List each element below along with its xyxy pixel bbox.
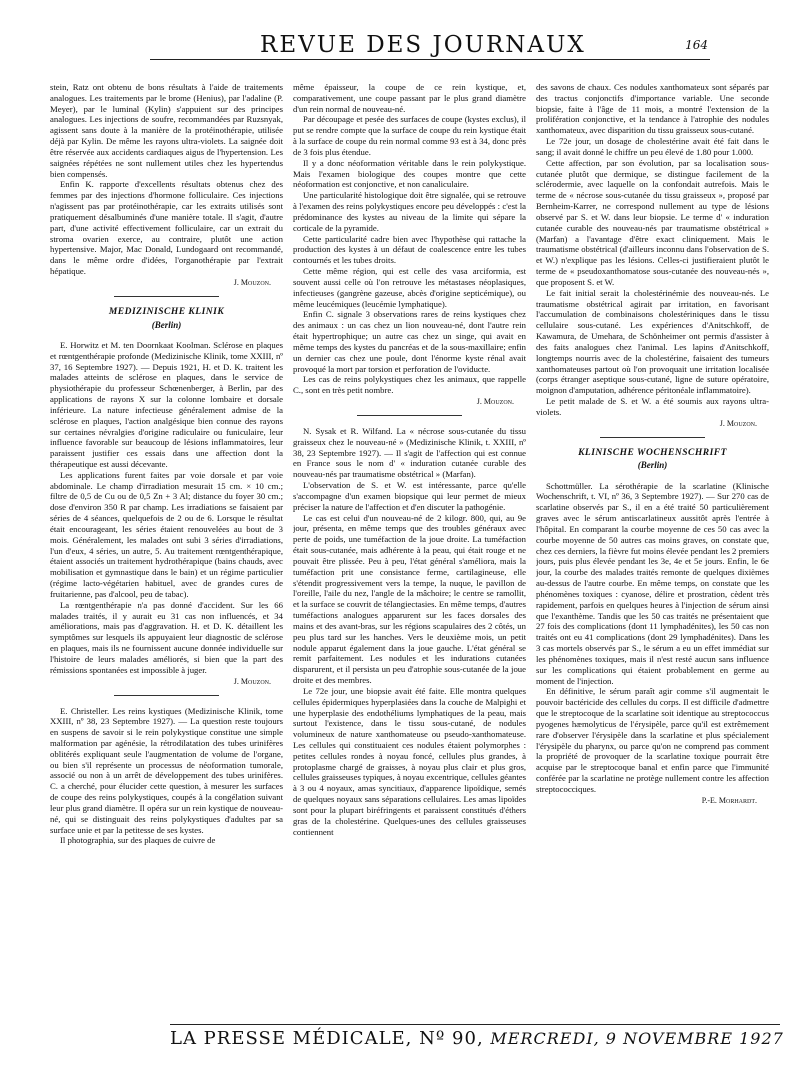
paragraph: stein, Ratz ont obtenu de bons résultats à l'aide de traitements analogues. Les traitements par le brome (Henius), par l'adaline (P. Meyer), par le luminal (Kylin) s'appuient sur des principes analogues. Les injections de soufre, recommandées par Ruzsnyak, agissent sans doute à la manière de la protéinothérapie, utilisée déjà par Kylin. De même les rayons ultra-violets. La saignée doit être réservée aux accidents cardiaques aigus de l'hypertension. Les saignées répétées ne sont nullement utiles chez les hypertendus bien compensés. xyxy=(50,82,283,179)
paragraph: Enfin C. signale 3 observations rares de reins kystiques chez des animaux : un cas chez un lion nouveau-né, dont l'autre rein était hypertrophique; un autre cas chez un singe, qui avait en même temps des kystes du pancréas et de la sous-maxillaire; enfin un dernier cas chez une poule, dont l'énorme kyste rénal avait provoqué la mort par torsion et perforation de l'oviducte. xyxy=(293,309,526,374)
divider xyxy=(114,296,219,297)
page-footer xyxy=(170,1024,784,1049)
paragraph: Par découpage et pesée des surfaces de coupe (kystes exclus), il put se rendre compte que la surface de coupe du rein kystique était à la surface de coupe du rein normal comme 93 est à 34, donc près de 3 fois plus étendue. xyxy=(293,114,526,157)
page-header xyxy=(150,30,710,60)
column-1 xyxy=(50,82,283,1002)
paragraph: Le cas est celui d'un nouveau-né de 2 kilogr. 800, qui, au 9e jour, présenta, en même temps que des troubles généraux avec perte de poids, une tuméfaction de la joue droite. La tuméfaction était sous-cutanée, mais adhérente à la peau, qui était rouge et ne pouvait être plissée. Peu à peu, l'état général s'améliora, mais la tuméfaction prit une consistance ferme, cartilagineuse, elle s'étendit progressivement vers la tempe, la nuque, le pavillon de l'oreille, l'aile du nez, l'angle de la mâchoire; le centre se ramollit, et la surface se couvrit de télangiectasies. En même temps, d'autres tuméfactions analogues apparurent sur les faces dorsales des mains et des avant-bras, sur les régions scapulaires des 2 côtés, un peu plus tard sur les hanches. Vers le deuxième mois, un petit nodule apparut également dans la joue gauche. L'état général se remit parfaitement. Les nodules et les indurations cutanées disparurent, et il persista un peu d'atrophie sous-cutanée de la joue droite et des membres. xyxy=(293,512,526,686)
divider xyxy=(357,415,462,416)
section-city: (Berlin) xyxy=(151,319,182,330)
author-signature: J. Mouzon. xyxy=(476,397,514,407)
footer-journal: LA PRESSE MÉDICALE, Nº 90, xyxy=(170,1028,484,1049)
article-paragraph: Schottmüller. La sérothérapie de la scarlatine (Klinische Wochenschrift, t. VI, nº 36, 3 Septembre 1927). — Sur 270 cas de scarlatine observés par S., il en a été traité 50 particulièrement graves avec le sérum antiscarlatineux aussitôt après l'entrée à l'hôpital. En comparant la courbe moyenne de ces 50 cas avec la courbe moyenne de 50 autres cas moins graves, on constate que, chez ces derniers, la fièvre fut moins élevée pendant les 2 premiers jours, puis plus élevée pendant les 3e, 4e et 5e jours. Enfin, le 6e jour, la courbe des malades traités remonte de quelques dixièmes au-dessus de l'autre courbe. En même temps, on constate que les phénomènes toxiques : cyanose, délire et prostration, cèdent très rapidement, parfois en quelques heures à l'injection de sérum ainsi que l'exanthème. Tandis que les 50 cas traités ne présentaient que 27 fois des complications (dont 11 lymphadénites), les 50 cas non traités ont eu 41 complications (dont 29 lymphadénites). Dans les 3 cas mortels observés par S., le sérum a eu un effet immédiat sur les phénomènes toxiques, mais il n'est resté aucun sans influence sur les complications qui étaient probablement en germe au moment de l'injection. xyxy=(536,480,769,686)
journal-section-title: REVUE DES JOURNAUX xyxy=(260,32,586,58)
footer-date: MERCREDI, 9 NOVEMBRE 1927 xyxy=(490,1029,784,1048)
author-signature: P.-E. Morhardt. xyxy=(701,795,757,805)
paragraph: Le 72e jour, un dosage de cholestérine avait été fait dans le sang; il avait donné le chiffre un peu élevé de 1.80 pour 1.000. xyxy=(536,136,769,157)
author-signature: J. Mouzon. xyxy=(719,418,757,428)
article-paragraph: N. Sysak et R. Wilfand. La « nécrose sous-cutanée du tissu graisseux chez le nouveau-né » (Medizinische Klinik, t. XXIII, nº 38, 23 Septembre 1927). — Il s'agit de l'affection qui est connue en France sous le nom d' « induration cutanée curable des nouveau-nés par traumatisme obstétrical » (Marfan). xyxy=(293,425,526,480)
section-title: MEDIZINISCHE KLINIK xyxy=(108,306,225,317)
paragraph: Cette même région, qui est celle des vasa arciformia, est souvent aussi celle où l'on retrouve les métastases néoplasiques, infectieuses (gangrène gazeuse, abcès d'origine septicémique), ou même leucémiques (leucémie lymphatique). xyxy=(293,266,526,309)
page-number: 164 xyxy=(685,38,708,52)
paragraph: Cette affection, par son évolution, par sa localisation sous-cutanée plutôt que dermique, se distingue facilement de la sclérodermie, avec laquelle on la confondait autrefois. Mais le terme de « nécrose sous-cutanée du tissu graisseux », proposé par Bernheim-Karrer, ne correspond nullement au type de lésions observé par S. et W. dans leur biopsie. Le terme d' « induration cutanée curable des nouveau-nés par traumatisme obstétrical » (Marfan) a l'avantage d'être exact cliniquement. Mais le traumatisme obstétrical (d'ailleurs inconnu dans l'observation de S. et W.) n'explique pas les lésions. Celles-ci justifieraient plutôt le terme de « pseudoxanthomatose sous-cutanée des nouveau-nés », que proposent S. et W. xyxy=(536,157,769,287)
paragraph: Le 72e jour, une biopsie avait été faite. Elle montra quelques cellules épidermiques hyperplasiées dans la couche de Malpighi et une hyperplasie des endothéliums lymphatiques de la peau, mais surtout l'existence, dans le tissu sous-cutané, de nodules volumineux de nature xanthomateuse ou pseudo-xanthomateuse. Les cellules qui constituaient ces nodules étaient polymorphes : petites cellules rondes à noyau foncé, cellules plus grandes, à protoplasme chargé de graisses, à noyau plus clair et plus gros, cellules graisseuses typiques, à noyau excentrique, cellules géantes à 3 ou 4 noyaux, amas syncitiaux, d'apparence lipoïdique, semés de quelques noyaux sans séparations cellulaires. Les amas lipoïdes sont pour la plupart biréfringents et paraissent constitués d'éthers gras de la cholestérine. Quelques-unes des cellules graisseuses contiennent xyxy=(293,685,526,837)
paragraph: Les applications furent faites par voie dorsale et par voie abdominale. Le champ d'irradiation mesurait 15 cm. × 10 cm.; filtre de 0,5 de Cu ou de 0,5 Zn + 3 Al; distance du foyer 30 cm.; dose d'environ 350 R par champ. Les irradiations se faisaient par séries de 4 séances, quelquefois de 2 ou de 6. Lorsque le résultat était encourageant, les séries étaient renouvelées au bout de 3 mois. Généralement, les malades ont subi 3 séries d'irradiations, l'un d'eux, 4 séries, un autre, 5. Au traitement rœntgenthérapique, étaient associés un traitement hydrothérapique (bains chauds, avec mobilisation et gymnastique dans le bain) et un régime particulier (régime lacto-végétarien habituel, avec de grandes cures de fruitarienne, pas d'alcool, peu de tabac). xyxy=(50,469,283,599)
paragraph: Cette particularité cadre bien avec l'hypothèse qui rattache la production des kystes à un défaut de coalescence entre les tubes contournés et les tubes droits. xyxy=(293,233,526,266)
paragraph: Enfin K. rapporte d'excellents résultats obtenus chez des femmes par des injections d'hormone folliculaire. Ces injections n'agissent pas par protéinothérapie, car les extraits utilisés sont pratiquement désalbuminés d'une manière totale. Il s'agit, d'autre part, d'une activité effectivement folliculaire, car un extrait du stroma ovarien exerce, au contraire, plutôt une action hypertensive. Major, Mac Donald, Lundogaard ont recommandé, dans le même ordre d'idées, l'organothérapie par l'extrait hépatique. xyxy=(50,179,283,277)
paragraph: En définitive, le sérum paraît agir comme s'il augmentait le pouvoir bactéricide des cellules du corps. Il est difficile d'admettre que le streptocoque de la scarlatine soit identique au streptococcus pyogenes hæmolyticus de l'érysipèle, parce qu'il est extrêmement rare d'observer l'érysipèle dans la scarlatine et plus spécialement l'érysipèle du pharynx, ou parce qu'on ne comprend pas comment la propriété de provoquer de la scarlatine toxique pourrait être acquise par le streptocoque banal et enfin parce que l'immunité conférée par la scarlatine ne protège nullement contre les affection streptococciques. xyxy=(536,686,769,794)
paragraph: Il y a donc néoformation véritable dans le rein polykystique. Mais l'examen biologique des coupes montre que cette néoformation est conjonctive, et non canaliculaire. xyxy=(293,157,526,190)
article-columns xyxy=(50,82,770,1002)
paragraph: L'observation de S. et W. est intéressante, parce qu'elle s'accompagne d'un examen biopsique qui leur permet de mieux préciser la nature de l'affection et d'en discuter la pathogénie. xyxy=(293,480,526,512)
paragraph: Il photographia, sur des plaques de cuivre de xyxy=(60,835,216,846)
column-3 xyxy=(536,82,769,1002)
article-paragraph: E. Horwitz et M. ten Doornkaat Koolman. Sclérose en plaques et rœntgenthérapie profonde (Medizinische Klinik, tome XXIII, nº 37, 16 Septembre 1927). — Depuis 1921, H. et D. K. traitent les malades atteints de sclérose en plaques, dans le service de physiothérapie du professeur Schœnenberger, à Berlin, par des applications de rayons X sur la colonne lombaire et dorsale inférieure. La nature infectieuse généralement admise de la sclérose en plaques, l'action analgésique bien connue des rayons sur certaines névralgies d'origine radiculaire ou funiculaire, leur influence favorable sur beaucoup de lésions inflammatoires, leur paraissent justifier ces essais dans une affection dont la thérapeutique est aussi décevante. xyxy=(50,339,283,469)
divider xyxy=(600,437,705,438)
section-title: KLINISCHE WOCHENSCHRIFT xyxy=(578,447,727,458)
section-city: (Berlin) xyxy=(637,460,668,471)
article-paragraph: E. Christeller. Les reins kystiques (Medizinische Klinik, tome XXIII, nº 38, 23 Septembre 1927). — La question reste toujours en suspens de savoir si le rein polykystique constitue une simple malformation par agénésie, la rétrodilatation des tubes urinifères oblitérés expliquant seule l'augmentation de volume de l'organe, ou bien s'il représente un processus de néoformation tumorale, associé ou non à un arrêt de développement des tubes urinifères. C. a cherché, pour élucider cette question, à mesurer les surfaces de coupe des reins polykystiques, coupés à la congélation suivant leur plus grand diamètre. Il opéra sur un rein kystique de nouveau-né, qui se distinguait des reins polykystiques d'adultes par sa surface unie et par la petitesse de ses kystes. xyxy=(50,705,283,835)
paragraph: Une particularité histologique doit être signalée, qui se retrouve à l'examen des reins polykystiques encore peu développés : c'est la prédominance des kystes au niveau de la limite qui sépare la corticale de la pyramide. xyxy=(293,190,526,233)
author-signature: J. Mouzon. xyxy=(233,676,271,686)
column-2 xyxy=(293,82,526,1002)
paragraph: Le fait initial serait la cholestérinémie des nouveau-nés. Le traumatisme obstétrical agirait par irritation, en favorisant l'accumulation de combinaisons cholestériniques dans le tissu cellulaire sous-cutané. Les expériences d'Anitschkoff, de Kawamura, de Umehara, de Schönheimer ont permis d'assister à des faits analogues chez l'animal. Les lapins d'Anitschkoff, longtemps nourris avec de la cholestérine, faisaient des tumeurs xanthomateuses partout où l'on provoquait une irritation localisée (corps étranger aseptique sous-cutané, ligne de suture opératoire, moignon d'amputation, adhérence péritonéale inflammatoire). xyxy=(536,287,769,396)
paragraph: La rœntgenthérapie n'a pas donné d'accident. Sur les 66 malades traités, il y aurait eu 31 cas non influencés, et 34 améliorations, mais pas d'aggravation. H. et D. K. détaillent les symptômes sur lesquels ils appuyaient leur diagnostic de sclérose en plaques, mais ils ne fournissent aucune donnée individuelle sur l'histoire de leurs malades améliorés, si bien que la part des rémissions spontanées est impossible à juger. xyxy=(50,599,283,675)
divider xyxy=(114,695,219,696)
paragraph: même épaisseur, la coupe de ce rein kystique, et, comparativement, une coupe passant par le plus grand diamètre d'un rein normal de nouveau-né. xyxy=(293,82,526,114)
author-signature: J. Mouzon. xyxy=(233,277,271,287)
paragraph: des savons de chaux. Ces nodules xanthomateux sont séparés par des tractus conjonctifs d'importance variable. Une seconde biopsie, faite à l'âge de 11 mois, a montré l'extension de la prolifération conjonctive, et la tendance à l'atrophie des nodules xanthomateux, avec disparition du tissu graisseux sous-cutané. xyxy=(536,82,769,136)
paragraph: Les cas de reins polykystiques chez les animaux, que rappelle C., sont en très petit nombre. xyxy=(293,374,526,396)
paragraph: Le petit malade de S. et W. a été soumis aux rayons ultra-violets. xyxy=(536,396,769,417)
